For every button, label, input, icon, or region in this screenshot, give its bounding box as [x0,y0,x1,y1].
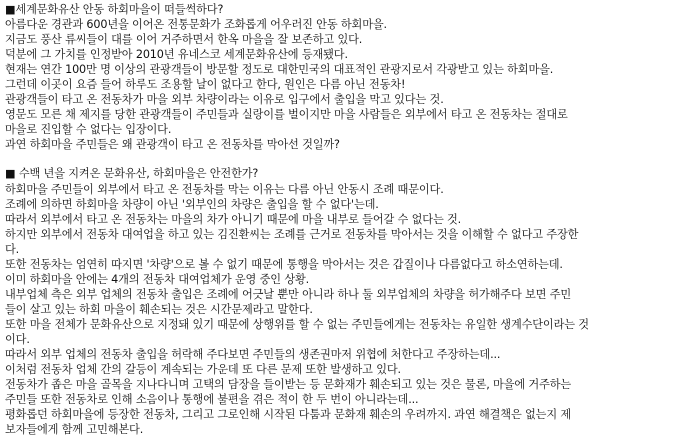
paragraph-line: 이다. [5,332,30,346]
paragraph-line: 이미 하회마을 안에는 4개의 전동차 대여업체가 운영 중인 상황. [5,272,310,286]
paragraph-line: 관광객들이 타고 온 전동차가 마을 외부 차량이라는 이유로 입구에서 출입을 막고 있다는 것. [5,93,444,107]
paragraph-line: 평화롭던 하회마을에 등장한 전동차, 그리고 그로인해 시작된 다툼과 문화재 훼손의 우려까지. 과연 해결책은 없는지 제 [5,408,572,422]
paragraph-line: 주민들 또한 전동차로 인해 소음이나 통행에 불편을 겪은 적이 한 두 번이 아니라는데... [5,393,419,407]
paragraph-line: 마을로 진입할 수 없다는 입장이다. [5,123,172,137]
paragraph-line: 다. [5,242,20,256]
section-heading: ■세계문화유산 안동 하회마을이 떠들썩하다? [5,3,224,16]
paragraph-line: 하회마을 주민들이 외부에서 타고 온 전동차를 막는 이유는 다름 아닌 안동시 조례 때문이다. [5,182,444,196]
paragraph-line: 또한 전동차는 엄연히 따지면 '차량'으로 볼 수 없기 때문에 통행을 막아서는 것은 갑질이나 다름없다고 하소연하는데. [5,257,563,271]
paragraph-line: 이처럼 전동차 업체 간의 갈등이 계속되는 가운데 또 다른 문제 또한 발생하고 있다. [5,363,401,377]
paragraph-line: 조례에 의하면 하회마을 차량이 아닌 '외부인의 차량은 출입을 할 수 없다'는데. [5,197,379,211]
paragraph-line: 과연 하회마을 주민들은 왜 관광객이 타고 온 전동차를 막아선 것일까? [5,138,340,152]
paragraph-line: 그런데 이곳이 요즘 들어 하루도 조용할 날이 없다고 한다, 원인은 다름 아닌 전동차! [5,78,406,92]
paragraph-line: 하지만 외부에서 전동차 대여업을 하고 있는 김진환씨는 조례를 근거로 전동차를 막아서는 것을 이해할 수 없다고 주장한 [5,227,579,241]
paragraph-line: 내부업체 측은 외부 업체의 전동차 출입은 조례에 어긋날 뿐만 아니라 하나 둘 외부업체의 차량을 허가해주다 보면 주민 [5,287,572,301]
paragraph-line: 전동차가 좁은 마을 골목을 지나다니며 고택의 담장을 들이받는 등 문화재가 훼손되고 있는 것은 물론, 마을에 거주하는 [5,378,572,392]
paragraph-line: 덕분에 그 가치를 인정받아 2010년 유네스코 세계문화유산에 등재됐다. [5,48,348,62]
paragraph-line: 아름다운 경관과 600년을 이어온 전통문화가 조화롭게 어우러진 안동 하회마을. [5,18,387,32]
paragraph-line: 따라서 외부에서 타고 온 전동차는 마을의 차가 아니기 때문에 마을 내부로 들어갈 수 없다는 것. [5,212,462,226]
paragraph-line: 현재는 연간 100만 명 이상의 관광객들이 방문할 정도로 대한민국의 대표적인 관광지로서 각광받고 있는 하회마을. [5,63,554,77]
paragraph-line: 따라서 외부 업체의 전동차 출입을 허락해 주다보면 주민들의 생존권마저 위협에 처한다고 주장하는데... [5,348,501,362]
section-heritage-safety [5,166,696,437]
section-heading: ■ 수백 년을 지켜온 문화유산, 하회마을은 안전한가? [5,167,259,181]
paragraph-line: 또한 마을 전체가 문화유산으로 지정돼 있기 때문에 상행위를 할 수 없는 주민들에게는 전동차는 유일한 생계수단이라는 것 [5,317,589,331]
paragraph-line: 보자들에게 함께 고민해본다. [5,423,144,437]
paragraph-line: 영문도 모른 채 제지를 당한 관광객들이 주민들과 실랑이를 벌이지만 마을 사람들은 외부에서 타고 온 전동차는 절대로 [5,108,568,122]
paragraph-line: 지금도 풍산 류씨들이 대를 이어 거주하면서 한옥 마을을 잘 보존하고 있다. [5,33,363,47]
paragraph-line: 들이 살고 있는 하회 마을이 훼손되는 것은 시간문제라고 말한다. [5,302,313,316]
section-world-heritage [5,2,696,152]
